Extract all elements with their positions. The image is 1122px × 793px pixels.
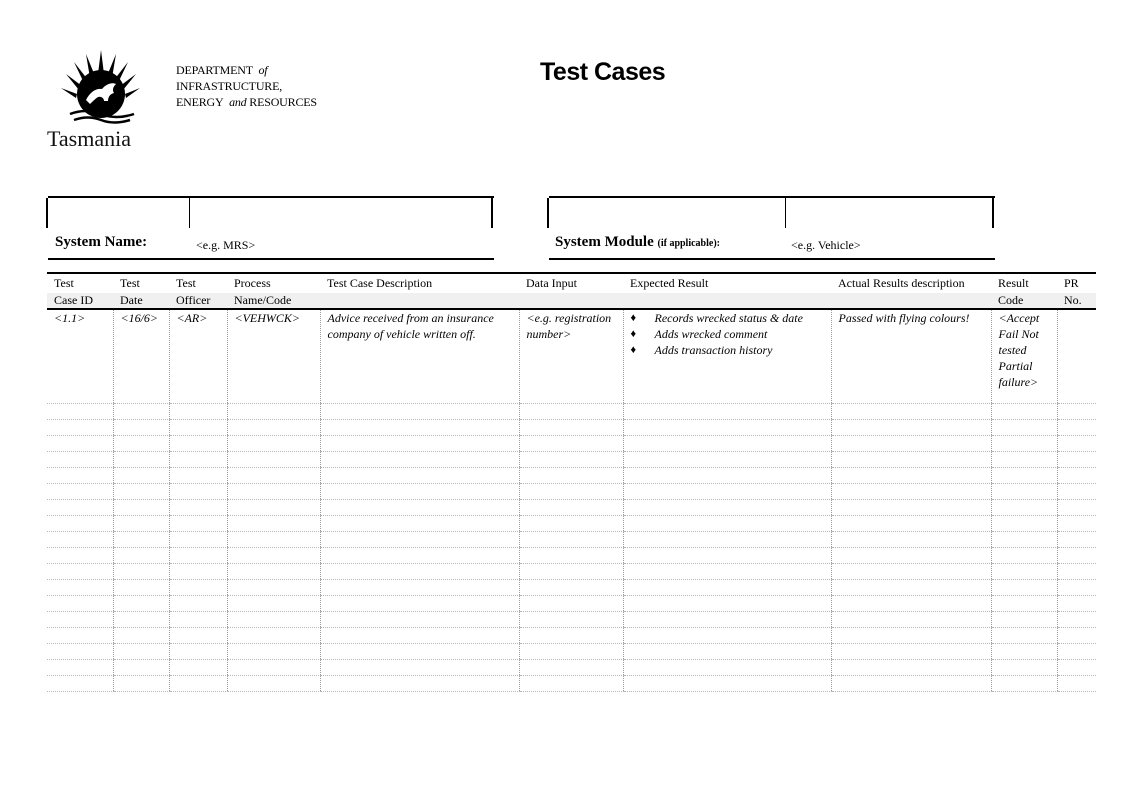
column-header	[227, 273, 320, 309]
empty-cell[interactable]	[320, 644, 519, 660]
column-header-line1: Expected Result	[630, 276, 709, 290]
empty-cell[interactable]	[227, 436, 320, 452]
empty-cell[interactable]	[1057, 516, 1096, 532]
column-header	[623, 273, 831, 309]
box-right-edge	[992, 198, 994, 228]
empty-cell[interactable]	[991, 468, 1057, 484]
column-header-line2: Code	[998, 292, 1024, 307]
empty-cell[interactable]	[169, 484, 227, 500]
tasmanian-devil-sun-emblem-icon	[46, 44, 156, 124]
cell-date[interactable]: <16/6>	[113, 309, 169, 404]
column-header	[113, 273, 169, 309]
empty-cell[interactable]	[991, 676, 1057, 692]
empty-cell[interactable]	[47, 596, 113, 612]
empty-cell[interactable]	[47, 436, 113, 452]
empty-cell[interactable]	[113, 548, 169, 564]
dept-word: DEPARTMENT	[176, 63, 253, 77]
column-header	[47, 273, 113, 309]
empty-cell[interactable]	[519, 452, 623, 468]
column-header-line1: Actual Results description	[838, 276, 965, 290]
empty-cell[interactable]	[991, 628, 1057, 644]
empty-cell[interactable]	[47, 532, 113, 548]
empty-cell[interactable]	[1057, 564, 1096, 580]
header-row	[47, 273, 1096, 309]
column-header-line1: Result	[998, 276, 1029, 290]
empty-cell[interactable]	[1057, 596, 1096, 612]
empty-cell[interactable]	[227, 452, 320, 468]
table-body	[47, 309, 1096, 692]
empty-cell[interactable]	[227, 500, 320, 516]
empty-cell[interactable]	[519, 660, 623, 676]
empty-cell[interactable]	[519, 564, 623, 580]
empty-cell[interactable]	[623, 628, 831, 644]
empty-cell[interactable]	[1057, 676, 1096, 692]
empty-cell[interactable]	[113, 644, 169, 660]
system-name-box	[48, 196, 494, 260]
empty-cell[interactable]	[623, 436, 831, 452]
empty-cell[interactable]	[831, 420, 991, 436]
tasmania-wordmark: Tasmania	[47, 126, 131, 151]
empty-cell[interactable]	[831, 644, 991, 660]
empty-cell[interactable]	[991, 484, 1057, 500]
empty-cell[interactable]	[1057, 628, 1096, 644]
empty-cell[interactable]	[169, 612, 227, 628]
empty-cell[interactable]	[169, 452, 227, 468]
empty-cell[interactable]	[169, 660, 227, 676]
empty-cell[interactable]	[831, 500, 991, 516]
empty-cell[interactable]	[991, 612, 1057, 628]
column-header-line2: Name/Code	[234, 292, 292, 307]
empty-cell[interactable]	[47, 676, 113, 692]
empty-cell[interactable]	[47, 548, 113, 564]
box-divider	[785, 198, 786, 228]
empty-cell[interactable]	[1057, 612, 1096, 628]
bullet-item: ♦ Adds wrecked comment	[631, 326, 831, 342]
system-module-label-text: System Module	[555, 234, 654, 250]
empty-cell[interactable]	[623, 548, 831, 564]
empty-cell[interactable]	[320, 436, 519, 452]
table-row	[47, 564, 1096, 580]
box-divider	[189, 198, 190, 228]
empty-cell[interactable]	[47, 564, 113, 580]
empty-cell[interactable]	[831, 484, 991, 500]
empty-cell[interactable]	[113, 676, 169, 692]
empty-cell[interactable]	[47, 580, 113, 596]
empty-cell[interactable]	[227, 516, 320, 532]
column-header-line2: Case ID	[54, 292, 93, 307]
empty-cell[interactable]	[227, 548, 320, 564]
column-header-line2: Officer	[176, 292, 211, 307]
empty-cell[interactable]	[320, 532, 519, 548]
empty-cell[interactable]	[320, 516, 519, 532]
empty-cell[interactable]	[1057, 436, 1096, 452]
empty-cell[interactable]	[831, 612, 991, 628]
empty-cell[interactable]	[227, 644, 320, 660]
empty-cell[interactable]	[831, 564, 991, 580]
empty-cell[interactable]	[169, 596, 227, 612]
column-header	[831, 273, 991, 309]
table-row	[47, 500, 1096, 516]
empty-cell[interactable]	[991, 596, 1057, 612]
column-header	[991, 273, 1057, 309]
empty-cell[interactable]	[623, 532, 831, 548]
empty-cell[interactable]	[623, 468, 831, 484]
empty-cell[interactable]	[1057, 500, 1096, 516]
empty-cell[interactable]	[169, 628, 227, 644]
empty-cell[interactable]	[47, 420, 113, 436]
empty-cell[interactable]	[169, 404, 227, 420]
table-row	[47, 516, 1096, 532]
empty-cell[interactable]	[623, 404, 831, 420]
empty-cell[interactable]	[991, 564, 1057, 580]
empty-cell[interactable]	[519, 628, 623, 644]
empty-cell[interactable]	[623, 564, 831, 580]
table-row	[47, 660, 1096, 676]
empty-cell[interactable]	[623, 580, 831, 596]
empty-cell[interactable]	[831, 468, 991, 484]
empty-cell[interactable]	[227, 628, 320, 644]
box-left-edge	[46, 198, 48, 228]
empty-cell[interactable]	[227, 596, 320, 612]
empty-cell[interactable]	[227, 676, 320, 692]
dept-and: and	[229, 95, 247, 109]
empty-cell[interactable]	[519, 644, 623, 660]
bullet-item: ♦ Records wrecked status & date	[631, 310, 831, 326]
column-header-line1: PR	[1064, 276, 1079, 290]
dept-energy: ENERGY	[176, 95, 224, 109]
empty-cell[interactable]	[320, 452, 519, 468]
empty-cell[interactable]	[47, 628, 113, 644]
empty-cell[interactable]	[831, 516, 991, 532]
empty-cell[interactable]	[991, 580, 1057, 596]
empty-cell[interactable]	[113, 404, 169, 420]
cell-pr-no[interactable]	[1057, 309, 1096, 404]
column-header-line1: Test Case Description	[327, 276, 433, 290]
table-row	[47, 484, 1096, 500]
empty-cell[interactable]	[227, 532, 320, 548]
empty-cell[interactable]	[47, 468, 113, 484]
table-row	[47, 548, 1096, 564]
empty-cell[interactable]	[991, 420, 1057, 436]
table-row	[47, 404, 1096, 420]
empty-cell[interactable]	[113, 436, 169, 452]
empty-cell[interactable]	[519, 436, 623, 452]
empty-cell[interactable]	[831, 548, 991, 564]
table-row	[47, 468, 1096, 484]
dept-of: of	[258, 63, 268, 77]
empty-cell[interactable]	[320, 484, 519, 500]
empty-cell[interactable]	[519, 420, 623, 436]
column-header	[320, 273, 519, 309]
empty-cell[interactable]	[320, 404, 519, 420]
empty-cell[interactable]	[227, 612, 320, 628]
empty-cell[interactable]	[47, 452, 113, 468]
empty-cell[interactable]	[227, 468, 320, 484]
empty-cell[interactable]	[991, 644, 1057, 660]
empty-cell[interactable]	[169, 468, 227, 484]
empty-cell[interactable]	[1057, 484, 1096, 500]
cell-process[interactable]: <VEHWCK>	[227, 309, 320, 404]
table-row	[47, 532, 1096, 548]
empty-cell[interactable]	[1057, 452, 1096, 468]
empty-cell[interactable]	[519, 404, 623, 420]
empty-cell[interactable]	[1057, 660, 1096, 676]
department-name	[176, 62, 317, 110]
table-row	[47, 676, 1096, 692]
column-header-line1: Data Input	[526, 276, 577, 290]
empty-cell[interactable]	[991, 548, 1057, 564]
table-row	[47, 452, 1096, 468]
column-header	[1057, 273, 1096, 309]
empty-cell[interactable]	[519, 676, 623, 692]
empty-cell[interactable]	[169, 436, 227, 452]
empty-cell[interactable]	[113, 484, 169, 500]
empty-cell[interactable]	[519, 580, 623, 596]
empty-cell[interactable]	[1057, 548, 1096, 564]
table-row	[47, 420, 1096, 436]
empty-cell[interactable]	[519, 500, 623, 516]
cell-case-id[interactable]: <1.1>	[47, 309, 113, 404]
empty-cell[interactable]	[47, 644, 113, 660]
empty-cell[interactable]	[47, 612, 113, 628]
box-left-edge	[547, 198, 549, 228]
empty-cell[interactable]	[320, 500, 519, 516]
empty-cell[interactable]	[991, 660, 1057, 676]
system-module-label	[555, 234, 720, 251]
empty-cell[interactable]	[113, 468, 169, 484]
cell-description[interactable]: Advice received from an insurance company of vehicle written off.	[320, 309, 519, 404]
table-row	[47, 644, 1096, 660]
empty-cell[interactable]	[623, 660, 831, 676]
column-header-line2: Date	[120, 292, 143, 307]
empty-cell[interactable]	[113, 612, 169, 628]
empty-cell[interactable]	[47, 404, 113, 420]
empty-cell[interactable]	[227, 580, 320, 596]
empty-cell[interactable]	[113, 660, 169, 676]
empty-cell[interactable]	[991, 516, 1057, 532]
empty-cell[interactable]	[47, 660, 113, 676]
empty-cell[interactable]	[227, 484, 320, 500]
column-header-line1: Test	[176, 276, 196, 290]
empty-cell[interactable]	[227, 420, 320, 436]
empty-cell[interactable]	[113, 532, 169, 548]
empty-cell[interactable]	[1057, 420, 1096, 436]
empty-cell[interactable]	[320, 548, 519, 564]
empty-cell[interactable]	[519, 484, 623, 500]
empty-cell[interactable]	[623, 420, 831, 436]
box-right-edge	[491, 198, 493, 228]
system-name-label: System Name:	[55, 234, 148, 250]
empty-cell[interactable]	[113, 564, 169, 580]
empty-cell[interactable]	[113, 420, 169, 436]
empty-cell[interactable]	[831, 452, 991, 468]
column-header-line1: Test	[54, 276, 74, 290]
empty-cell[interactable]	[169, 500, 227, 516]
empty-cell[interactable]	[623, 644, 831, 660]
cell-data-input[interactable]: <e.g. registration number>	[519, 309, 623, 404]
column-header-line1: Test	[120, 276, 140, 290]
dept-resources: RESOURCES	[249, 95, 317, 109]
empty-cell[interactable]	[623, 596, 831, 612]
column-header-line2: No.	[1064, 292, 1082, 307]
empty-cell[interactable]	[519, 516, 623, 532]
table-row	[47, 596, 1096, 612]
empty-cell[interactable]	[320, 420, 519, 436]
empty-cell[interactable]	[831, 532, 991, 548]
empty-cell[interactable]	[169, 644, 227, 660]
empty-cell[interactable]	[831, 436, 991, 452]
empty-cell[interactable]	[1057, 532, 1096, 548]
empty-cell[interactable]	[169, 676, 227, 692]
empty-cell[interactable]	[47, 516, 113, 532]
empty-cell[interactable]	[519, 548, 623, 564]
empty-cell[interactable]	[113, 628, 169, 644]
empty-cell[interactable]	[113, 516, 169, 532]
empty-cell[interactable]	[320, 676, 519, 692]
table-row	[47, 628, 1096, 644]
empty-cell[interactable]	[623, 452, 831, 468]
empty-cell[interactable]	[991, 532, 1057, 548]
cell-actual-result[interactable]: Passed with flying colours!	[831, 309, 991, 404]
empty-cell[interactable]	[991, 500, 1057, 516]
table-row	[47, 309, 1096, 404]
empty-cell[interactable]	[47, 500, 113, 516]
empty-cell[interactable]	[320, 564, 519, 580]
empty-cell[interactable]	[623, 516, 831, 532]
empty-cell[interactable]	[831, 628, 991, 644]
empty-cell[interactable]	[169, 516, 227, 532]
empty-cell[interactable]	[831, 404, 991, 420]
column-header	[169, 273, 227, 309]
empty-cell[interactable]	[169, 580, 227, 596]
cell-result-code[interactable]: <Accept Fail Not tested Partial failure>	[991, 309, 1057, 404]
empty-cell[interactable]	[1057, 404, 1096, 420]
empty-cell[interactable]	[623, 484, 831, 500]
system-module-qualifier: (if applicable):	[657, 238, 720, 249]
empty-cell[interactable]	[1057, 580, 1096, 596]
test-cases-table	[47, 272, 1096, 692]
empty-cell[interactable]	[991, 436, 1057, 452]
bullet-item: ♦ Adds transaction history	[631, 342, 831, 358]
empty-cell[interactable]	[320, 468, 519, 484]
dept-line2: INFRASTRUCTURE,	[176, 79, 283, 93]
empty-cell[interactable]	[227, 660, 320, 676]
empty-cell[interactable]	[169, 532, 227, 548]
empty-cell[interactable]	[623, 612, 831, 628]
empty-cell[interactable]	[519, 468, 623, 484]
empty-cell[interactable]	[169, 420, 227, 436]
column-header	[519, 273, 623, 309]
empty-cell[interactable]	[113, 452, 169, 468]
empty-cell[interactable]	[1057, 644, 1096, 660]
empty-cell[interactable]	[831, 660, 991, 676]
empty-cell[interactable]	[623, 676, 831, 692]
empty-cell[interactable]	[47, 484, 113, 500]
table-row	[47, 580, 1096, 596]
empty-cell[interactable]	[227, 404, 320, 420]
cell-officer[interactable]: <AR>	[169, 309, 227, 404]
empty-cell[interactable]	[320, 612, 519, 628]
system-name-value[interactable]: <e.g. MRS>	[196, 238, 256, 252]
empty-cell[interactable]	[519, 596, 623, 612]
page-title: Test Cases	[540, 58, 666, 86]
expected-result-list	[631, 310, 831, 358]
empty-cell[interactable]	[831, 580, 991, 596]
column-header-line1: Process	[234, 276, 271, 290]
empty-cell[interactable]	[320, 580, 519, 596]
table-row	[47, 612, 1096, 628]
table-row	[47, 436, 1096, 452]
empty-cell[interactable]	[519, 532, 623, 548]
empty-cell[interactable]	[320, 628, 519, 644]
empty-cell[interactable]	[113, 500, 169, 516]
empty-cell[interactable]	[113, 596, 169, 612]
empty-cell[interactable]	[320, 660, 519, 676]
empty-cell[interactable]	[227, 564, 320, 580]
empty-cell[interactable]	[831, 676, 991, 692]
empty-cell[interactable]	[169, 548, 227, 564]
empty-cell[interactable]	[1057, 468, 1096, 484]
empty-cell[interactable]	[519, 612, 623, 628]
system-module-box	[549, 196, 995, 260]
empty-cell[interactable]	[831, 596, 991, 612]
system-module-value[interactable]: <e.g. Vehicle>	[791, 238, 861, 252]
empty-cell[interactable]	[320, 596, 519, 612]
cell-expected-result[interactable]	[623, 309, 831, 404]
empty-cell[interactable]	[623, 500, 831, 516]
empty-cell[interactable]	[991, 452, 1057, 468]
empty-cell[interactable]	[113, 580, 169, 596]
empty-cell[interactable]	[991, 404, 1057, 420]
empty-cell[interactable]	[169, 564, 227, 580]
